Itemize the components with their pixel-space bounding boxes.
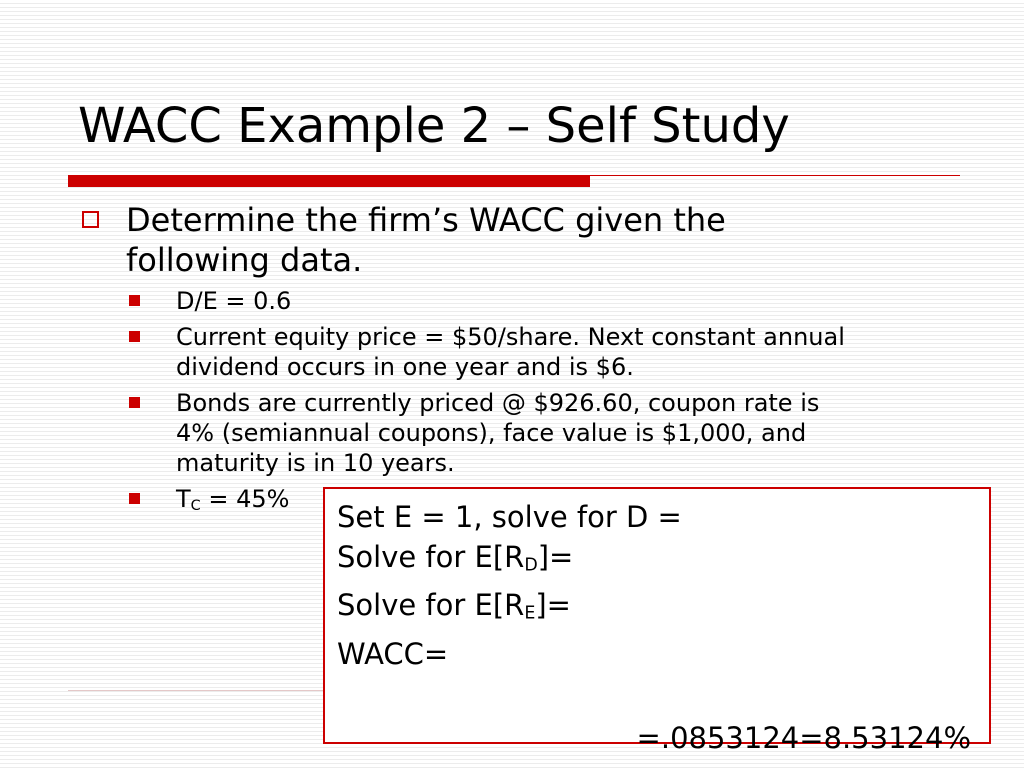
answer-result: =.0853124=8.53124% (636, 720, 971, 755)
filled-square-bullet-icon (129, 397, 140, 408)
sub-bullet-bonds (78, 388, 858, 478)
answer-line-debt: Set E = 1, solve for D = (337, 500, 682, 534)
sub-bullet-text: D/E = 0.6 (176, 287, 292, 315)
main-bullet (78, 200, 878, 280)
filled-square-bullet-icon (129, 331, 140, 342)
main-bullet-text: Determine the firm’s WACC given the following data. (126, 201, 726, 279)
answer-line-wacc: WACC= (337, 636, 449, 671)
sub-bullet-equity (78, 322, 858, 382)
sub-bullet-de-ratio (78, 286, 858, 316)
title-underline-thin (590, 175, 960, 176)
filled-square-bullet-icon (129, 493, 140, 504)
title-underline-thick (68, 175, 590, 187)
hollow-square-bullet-icon (82, 211, 99, 228)
answer-spacer (337, 674, 975, 714)
slide-content (78, 200, 878, 527)
tax-rate-value: = 45% (200, 485, 290, 513)
filled-square-bullet-icon (129, 295, 140, 306)
tax-rate-symbol: T (176, 485, 191, 513)
sub-bullet-text: Current equity price = $50/share. Next constant annual dividend occurs in one year and is $6. (176, 323, 845, 381)
sub-bullet-list (78, 286, 878, 521)
answer-line-cost-of-debt: Solve for $E[R_D]=$ (337, 540, 574, 576)
answer-line-cost-of-equity: Solve for $E[R_E]=$ (337, 588, 571, 624)
tax-rate-subscript: C (190, 497, 201, 514)
slide-title: WACC Example 2 – Self Study (78, 98, 790, 154)
answer-box (323, 487, 991, 755)
sub-bullet-text: Bonds are currently priced @ $926.60, coupon rate is 4% (semiannual coupons), face value is $1,000, and maturity is in 10 years. (176, 389, 820, 477)
